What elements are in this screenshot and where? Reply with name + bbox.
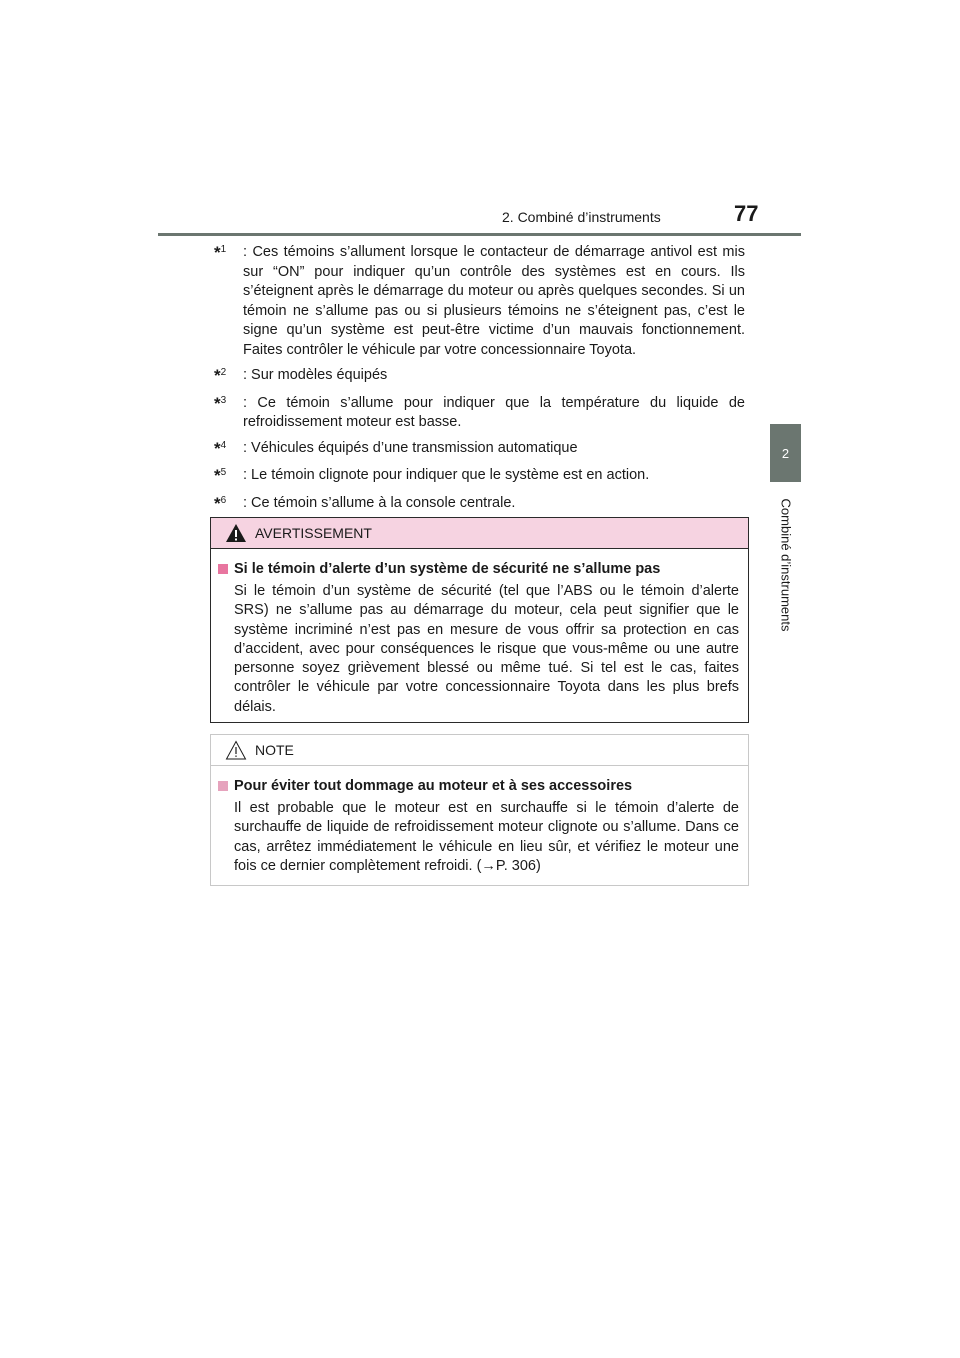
footnote [214,366,745,388]
footnote-mark [214,243,243,360]
footnote-index: 1 [220,244,227,255]
warning-body [211,549,748,717]
header-rule [158,233,801,236]
asterisk: * [214,438,221,458]
footnote-mark [214,466,243,488]
page-number: 77 [734,201,759,226]
warning-header [211,518,748,549]
footnote-list [214,243,745,521]
caution-triangle-icon [225,740,247,760]
notice-body [211,766,748,876]
footnote-mark [214,366,243,388]
footnote-index: 6 [220,494,227,506]
footnote-index: 5 [220,467,227,478]
footnote [214,394,745,433]
notice-label: NOTE [255,742,294,758]
asterisk: * [214,243,221,262]
footnote-text: : Véhicules équipés d’une transmission automatique [243,439,578,456]
warning-heading [218,561,739,577]
warning-label: AVERTISSEMENT [255,525,372,541]
notice-header [211,735,748,766]
notice-heading [218,778,739,794]
asterisk: * [214,466,221,485]
asterisk: * [214,393,221,413]
footnote [214,494,745,516]
footnote-mark [214,494,243,516]
square-bullet-icon [218,781,228,791]
footnote-text: : Le témoin clignote pour indiquer que le système est en action. [243,467,650,483]
footnote-index: 2 [220,367,227,378]
notice-heading-text: Pour éviter tout dommage au moteur et à ses accessoires [234,778,633,794]
footnote-mark [214,394,243,433]
footnote-text: : Ce témoin s’allume pour indiquer que la température du liquide de refroidissement moteur est basse. [243,394,745,430]
footnote-mark [214,439,243,461]
warning-triangle-icon [225,523,247,543]
warning-box [210,517,749,723]
footnote-index: 4 [220,439,227,451]
section-title: 2. Combiné d’instruments [502,209,661,225]
footnote-text: : Ces témoins s’allument lorsque le contacteur de démarrage antivol est mis sur “ON” pour indiquer qu’un contrôle des systèmes est en cours. Ils s’éteignent après le démarrage du moteur ou après quelques secondes. Si un témoin ne s’allume pas ou si plusieurs témoins ne s’éteignent pas, c’est le signe qu’un système est peut-être victime d’un mauvais fonctionnement. Faites contrôler le véhicule par votre concessionnaire Toyota. [243,244,745,358]
footnote-text: : Ce témoin s’allume à la console centrale. [243,494,516,511]
chapter-title: Combiné d’instruments [778,498,794,632]
asterisk: * [214,493,221,513]
footnote [214,243,745,360]
asterisk: * [214,366,221,385]
footnote [214,439,745,461]
warning-heading-text: Si le témoin d’alerte d’un système de sécurité ne s’allume pas [234,561,661,577]
notice-box [210,734,749,886]
square-bullet-icon [218,564,228,574]
footnote [214,466,745,488]
footnote-text: : Sur modèles équipés [243,367,388,383]
warning-text: Si le témoin d’un système de sécurité (tel que l’ABS ou le témoin d’alerte SRS) ne s’allume pas au démarrage du moteur, cela peut signifier que le système incriminé n’est pas en mesure de vous offrir sa protection en cas d’accident, avec pour conséquences le risque que vous-même ou une autre personne soyez grièvement blessé ou même tué. Si tel est le cas, faites contrôler le véhicule par votre concessionnaire Toyota dans les plus brefs délais. [234,583,739,715]
notice-text: Il est probable que le moteur est en surchauffe si le témoin d’alerte de surchauffe de liquide de refroidissement moteur clignote ou s’allume. Dans ce cas, arrêtez immédiatement le véhicule en lieu sûr, et vérifiez le moteur une fois ce dernier complètement refroidi. (→P. 306) [234,800,739,874]
footnote-index: 3 [220,394,227,406]
chapter-tab: 2 [770,424,801,482]
